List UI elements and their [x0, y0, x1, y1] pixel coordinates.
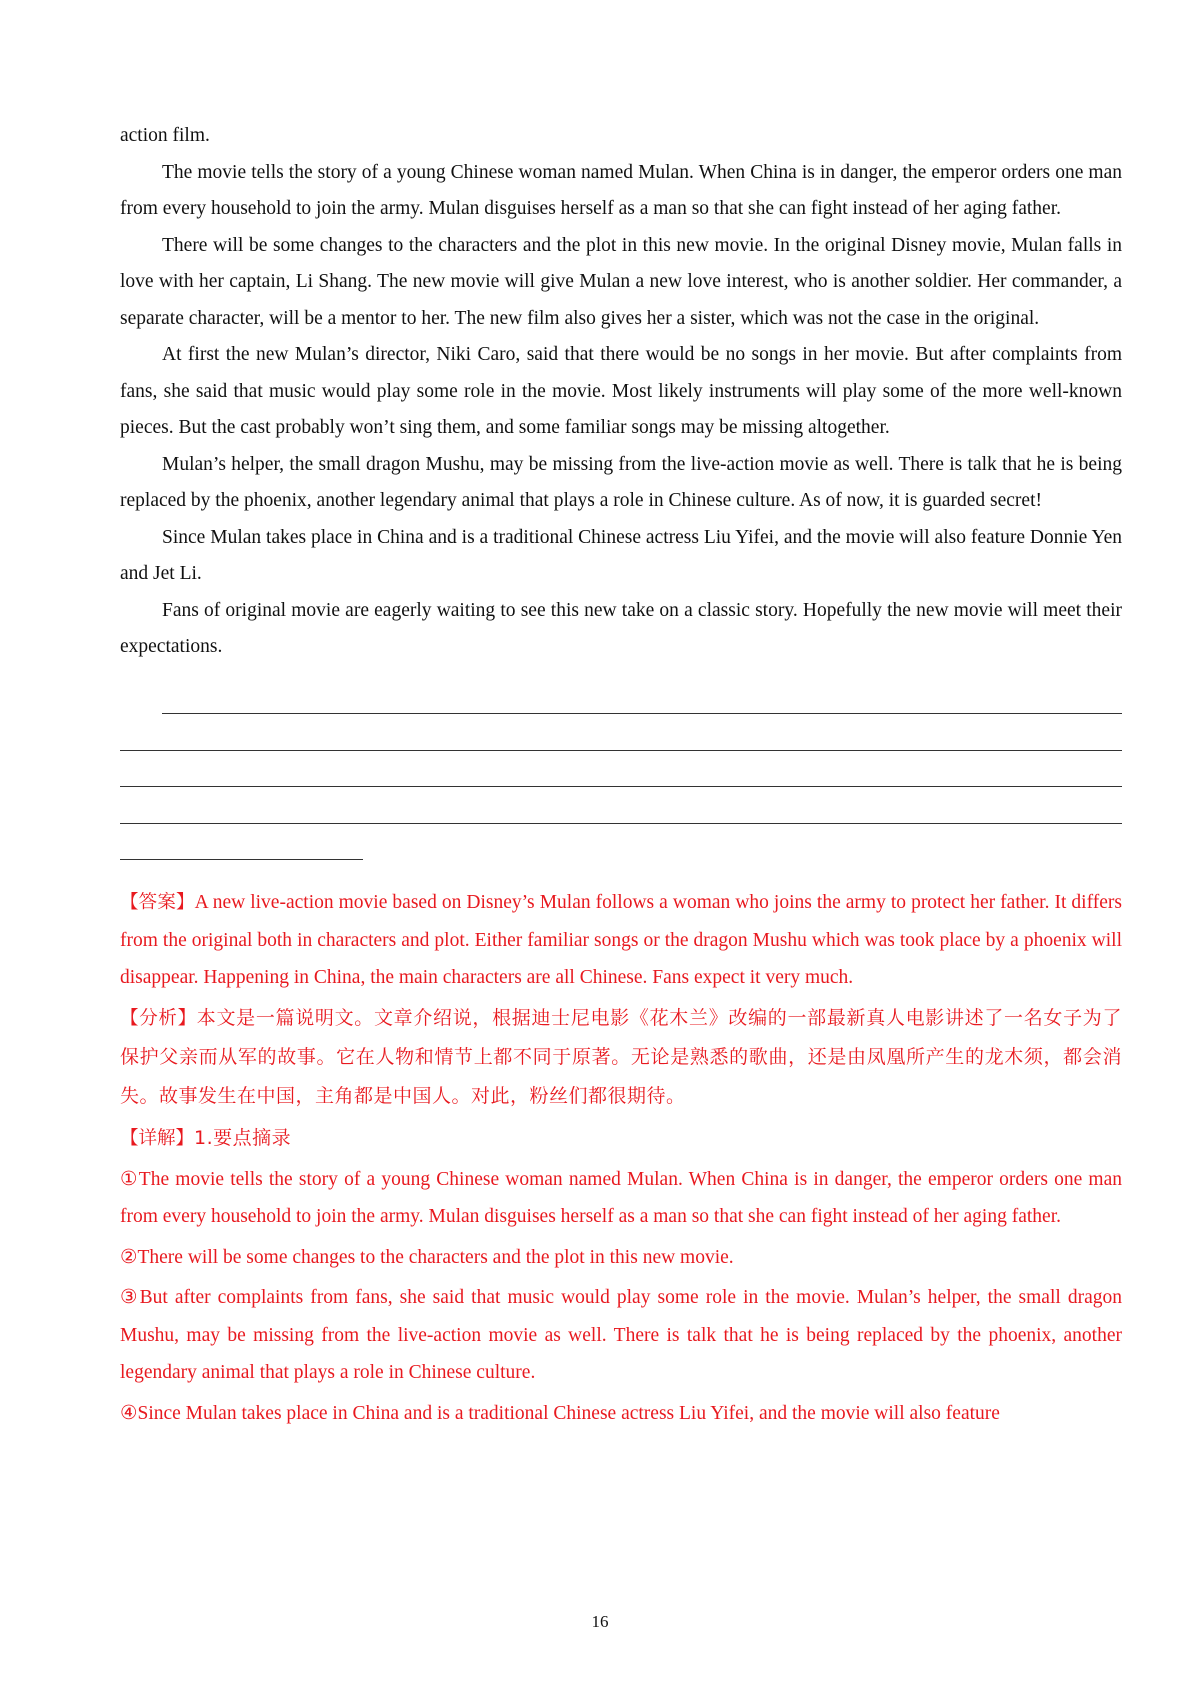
passage-paragraph-4: Mulan’s helper, the small dragon Mushu, may be missing from the live-action movie as well. There is talk that he is being replaced by the phoenix, another legendary animal that plays a role in Chinese culture. As of now, it is guarded secret!: [120, 453, 1122, 511]
analysis-text: 本文是一篇说明文。文章介绍说，根据迪士尼电影《花木兰》改编的一部最新真人电影讲述了一名女子为了保护父亲而从军的故事。它在人物和情节上都不同于原著。无论是熟悉的歌曲，还是由凤凰所产生的龙木须，都会消失。故事发生在中国，主角都是中国人。对此，粉丝们都很期待。: [120, 1006, 1122, 1107]
answer-label: 【答案】: [120, 892, 195, 913]
analysis-label: 【分析】: [120, 1007, 197, 1029]
page-number: 16: [591, 1612, 609, 1631]
detail-heading: [120, 1119, 1122, 1158]
writing-line: [120, 832, 1122, 869]
passage-paragraph-5: Since Mulan takes place in China and is a traditional Chinese actress Liu Yifei, and the movie will also feature Donnie Yen and Jet Li.: [120, 526, 1122, 584]
detail-point-4: ④Since Mulan takes place in China and is a traditional Chinese actress Liu Yifei, and the movie will also feature: [120, 1402, 1000, 1424]
document-page: [120, 118, 1122, 1432]
answer-block: [120, 884, 1122, 997]
passage-paragraph-1: The movie tells the story of a young Chinese woman named Mulan. When China is in danger, the emperor orders one man from every household to join the army. Mulan disguises herself as a man so that she can fight instead of her aging father.: [120, 161, 1122, 219]
writing-line: [120, 722, 1122, 759]
writing-line: [120, 686, 1122, 723]
writing-line: [120, 795, 1122, 832]
detail-point-1: ①The movie tells the story of a young Chinese woman named Mulan. When China is in danger, the emperor orders one man from every household to join the army. Mulan disguises herself as a man so that she can fight instead of her aging father.: [120, 1168, 1122, 1227]
detail-label: 【详解】: [120, 1127, 195, 1149]
answer-section: [120, 884, 1122, 1432]
answer-writing-lines: [120, 686, 1122, 869]
passage-paragraph-6: Fans of original movie are eagerly waiting to see this new take on a classic story. Hopefully the new movie will meet their expectations.: [120, 599, 1122, 657]
detail-heading-text: 1.要点摘录: [194, 1126, 292, 1149]
analysis-block: [120, 999, 1122, 1116]
answer-text: A new live-action movie based on Disney’s Mulan follows a woman who joins the army to protect her father. It differs from the original both in characters and plot. Either familiar songs or the dragon Mushu which was took place by a phoenix will disappear. Happening in China, the main characters are all Chinese. Fans expect it very much.: [120, 892, 1122, 988]
passage-paragraph-0: action film.: [120, 125, 210, 146]
writing-line: [120, 759, 1122, 796]
detail-point-3: ③But after complaints from fans, she said that music would play some role in the movie. Mulan’s helper, the small dragon Mushu, may be missing from the live-action movie as well. There is talk that he is being replaced by the phoenix, another legendary animal that plays a role in Chinese culture.: [120, 1287, 1122, 1383]
passage-paragraph-3: At first the new Mulan’s director, Niki Caro, said that there would be no songs in her movie. But after complaints from fans, she said that music would play some role in the movie. Most likely instruments will play some of the more well-known pieces. But the cast probably won’t sing them, and some familiar songs may be missing altogether.: [120, 344, 1122, 438]
passage-paragraph-2: There will be some changes to the characters and the plot in this new movie. In the original Disney movie, Mulan falls in love with her captain, Li Shang. The new movie will give Mulan a new love interest, who is another soldier. Her commander, a separate character, will be a mentor to her. The new film also gives her a sister, which was not the case in the original.: [120, 234, 1122, 329]
detail-point-2: ②There will be some changes to the characters and the plot in this new movie.: [120, 1246, 734, 1268]
